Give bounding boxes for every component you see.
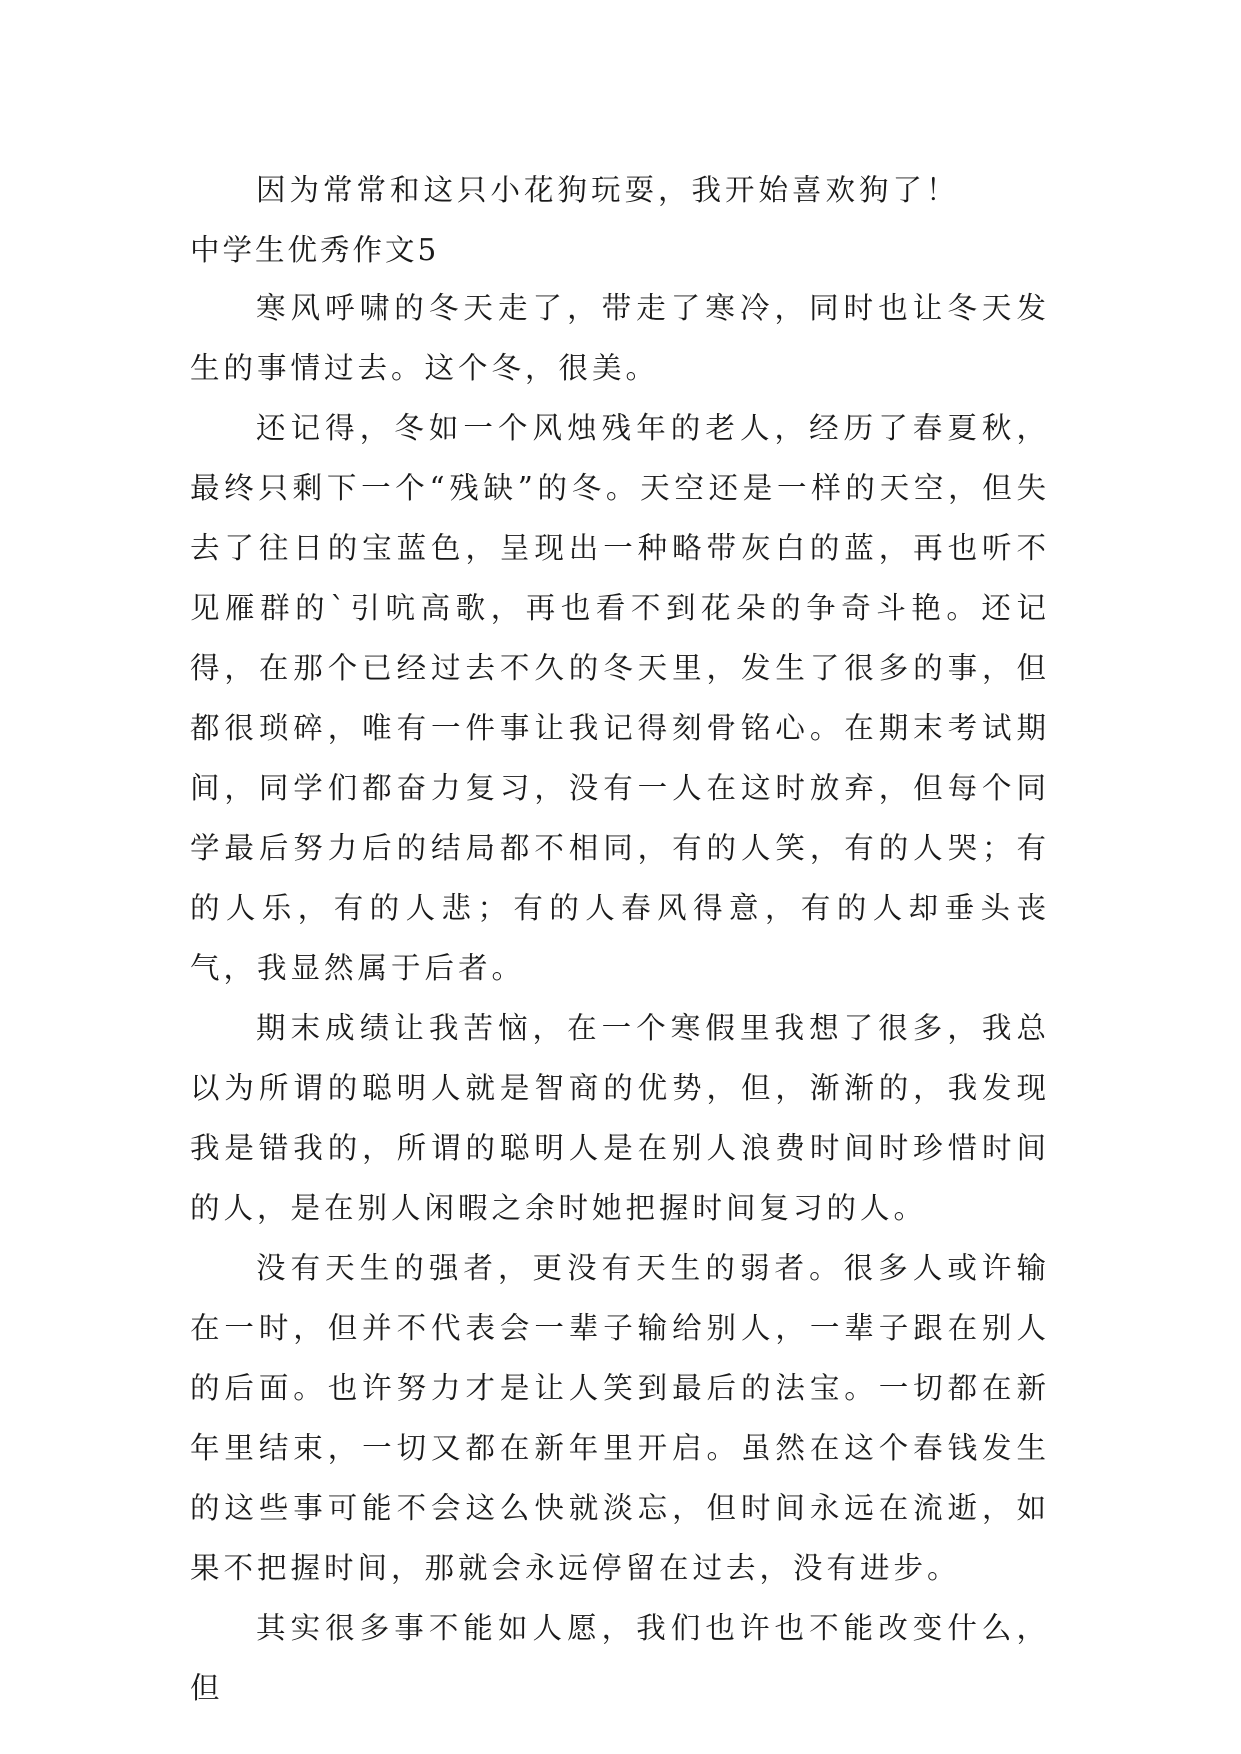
paragraph-3: 期末成绩让我苦恼，在一个寒假里我想了很多，我总以为所谓的聪明人就是智商的优势，但，渐渐的，我发现我是错我的，所谓的聪明人是在别人浪费时间时珍惜时间的人，是在别人闲暇之余时她把握时间复习的人。 [190,1011,1050,1225]
paragraph-5: 其实很多事不能如人愿，我们也许也不能改变什么，但 [190,1611,1050,1705]
paragraph-1: 寒风呼啸的冬天走了，带走了寒冷，同时也让冬天发生的事情过去。这个冬，很美。 [190,291,1050,385]
document-body [190,160,1050,1718]
section-title: 中学生优秀作文5 [190,233,440,267]
lead-paragraph: 因为常常和这只小花狗玩耍，我开始喜欢狗了！ [256,173,960,207]
paragraph-2: 还记得，冬如一个风烛残年的老人，经历了春夏秋，最终只剩下一个“残缺”的冬。天空还是一样的天空，但失去了往日的宝蓝色，呈现出一种略带灰白的蓝，再也听不见雁群的`引吭高歌，再也看不到花朵的争奇斗艳。还记得，在那个已经过去不久的冬天里，发生了很多的事，但都很琐碎，唯有一件事让我记得刻骨铭心。在期末考试期间，同学们都奋力复习，没有一人在这时放弃，但每个同学最后努力后的结局都不相同，有的人笑，有的人哭；有的人乐，有的人悲；有的人春风得意，有的人却垂头丧气，我显然属于后者。 [190,411,1050,985]
paragraph-4: 没有天生的强者，更没有天生的弱者。很多人或许输在一时，但并不代表会一辈子输给别人，一辈子跟在别人的后面。也许努力才是让人笑到最后的法宝。一切都在新年里结束，一切又都在新年里开启。虽然在这个春钱发生的这些事可能不会这么快就淡忘，但时间永远在流逝，如果不把握时间，那就会永远停留在过去，没有进步。 [190,1251,1050,1585]
